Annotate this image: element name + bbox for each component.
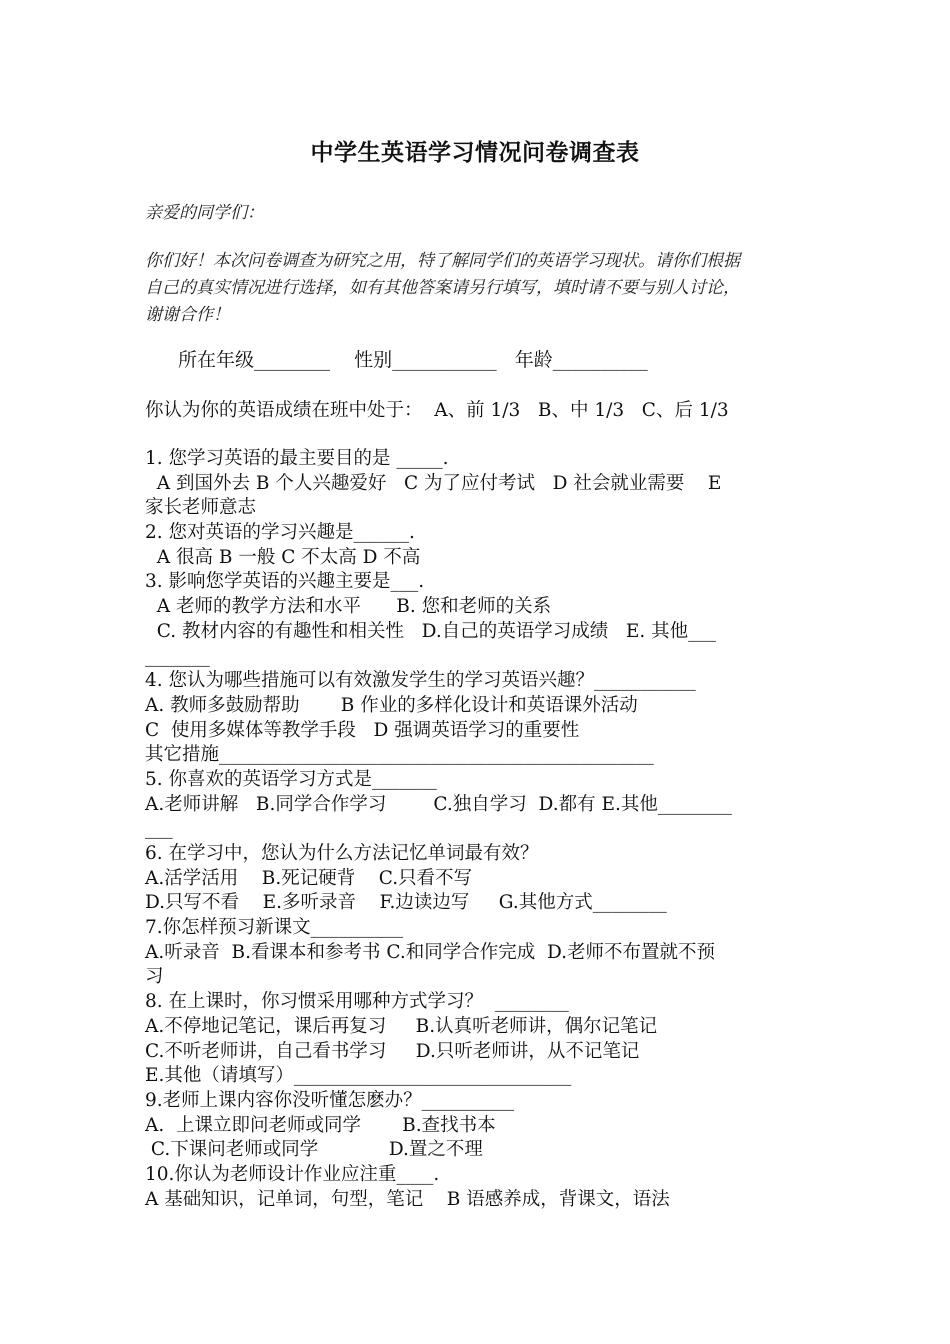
intro-line: 你们好！本次问卷调查为研究之用，特了解同学们的英语学习现状。请你们根据 [145,251,740,271]
question-line: 2. 您对英语的学习兴趣是______. [145,522,415,544]
question-line: A. 上课立即问老师或同学 B.查找书本 [145,1114,496,1136]
question-line: ___ [145,818,173,840]
question-line: 9.老师上课内容你没听懂怎麽办？__________ [145,1089,515,1111]
question-line: A.不停地记笔记，课后再复习 B.认真听老师讲，偶尔记笔记 [145,1015,658,1037]
question-line: 5. 你喜欢的英语学习方式是_______ [145,768,437,790]
question-line: 家长老师意志 [145,497,257,519]
question-line: A 老师的教学方法和水平 B. 您和老师的关系 [145,596,552,618]
intro-paragraph [145,248,815,329]
page-title: 中学生英语学习情况问卷调查表 [310,140,640,166]
question-list [145,447,815,1212]
greeting: 亲爱的同学们： [145,203,264,223]
question-line: A 很高 B 一般 C 不太高 D 不高 [145,546,421,568]
question-line: 8. 在上课时，你习惯采用哪种方式学习？ ________ [145,991,569,1013]
question-line: 1. 您学习英语的最主要目的是 _____. [145,448,449,469]
question-line: A. 教师多鼓励帮助 B 作业的多样化设计和英语课外活动 [145,694,638,716]
question-line: C.下课问老师或同学 D.置之不理 [145,1139,483,1161]
grade-rank-question: 你认为你的英语成绩在班中处于： A、前 1/3 B、中 1/3 C、后 1/3 [145,400,729,421]
question-line: 其它措施_______________________________________________ [145,744,654,766]
question-line: C. 教材内容的有趣性和相关性 D.自己的英语学习成绩 E. 其他___ [145,620,716,642]
intro-line: 自己的真实情况进行选择，如有其他答案请另行填写，填时请不要与别人讨论， [145,278,740,298]
question-line: A.老师讲解 B.同学合作学习 C.独自学习 D.都有 E.其他________ [145,793,732,815]
question-line: 4. 您认为哪些措施可以有效激发学生的学习英语兴趣？___________ [145,670,696,692]
question-line: C.不听老师讲，自己看书学习 D.只听老师讲，从不记笔记 [145,1040,640,1062]
question-line: 10.你认为老师设计作业应注重____. [145,1163,440,1185]
question-line: A.听录音 B.看课本和参考书 C.和同学合作完成 D.老师不布置就不预 [145,941,716,963]
question-line: A 到国外去 B 个人兴趣爱好 C 为了应付考试 D 社会就业需要 E [145,472,722,494]
respondent-info-line: 所在年级________ 性别___________ 年龄__________ [178,349,648,371]
question-line: 3. 影响您学英语的兴趣主要是___. [145,571,425,593]
question-line: E.其他（请填写）______________________________ [145,1065,572,1087]
question-line: D.只写不看 E.多听录音 F.边读边写 G.其他方式________ [145,892,667,914]
question-line: _______ [145,645,210,667]
question-line: 6. 在学习中，您认为什么方法记忆单词最有效？ [145,843,539,864]
question-line: 习 [145,966,164,988]
question-line: A.活学活用 B.死记硬背 C.只看不写 [145,867,473,889]
question-line: A 基础知识，记单词，句型，笔记 B 语感养成，背课文，语法 [145,1188,670,1210]
intro-line: 谢谢合作！ [145,305,230,325]
question-line: C 使用多媒体等教学手段 D 强调英语学习的重要性 [145,719,580,741]
question-line: 7.你怎样预习新课文__________ [145,917,404,939]
